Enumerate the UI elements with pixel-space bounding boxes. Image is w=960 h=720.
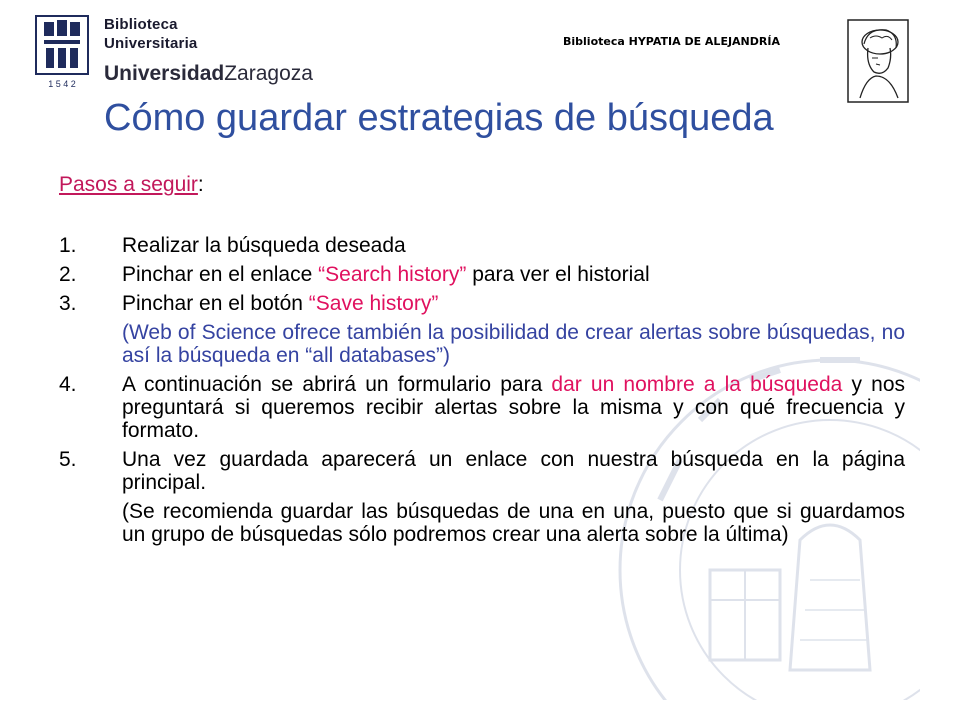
step-text-before: Pinchar en el botón [122,292,309,315]
step-item-5 [59,448,905,494]
step-number: 3. [59,292,77,315]
step-number: 5. [59,448,77,471]
logo-year: 1 5 4 2 [48,79,76,89]
logo-line-biblioteca: Biblioteca [104,16,178,33]
step-item-3 [59,292,905,315]
steps-heading-label: Pasos a seguir [59,173,198,196]
step-number: 1. [59,234,77,257]
step-text: Una vez guardada aparecerá un enlace con nuestra búsqueda en la página principal. [122,448,905,494]
step-text [122,292,905,315]
university-logo [34,14,313,96]
save-history-highlight: “Save history” [308,292,439,315]
logo-universidad: Universidad [104,62,225,85]
page-title: Cómo guardar estrategias de búsqueda [104,97,774,139]
steps-list [59,234,905,552]
recommendation-note: (Se recomienda guardar las búsquedas de una en una, puesto que si guardamos un grupo de búsquedas sólo podremos crear una alerta sobre la última) [122,500,905,546]
step-text [122,263,905,286]
logo-line-universitaria: Universitaria [104,35,198,52]
steps-heading-colon: : [197,173,204,196]
step-number: 2. [59,263,77,286]
step-text-after: para ver el historial [466,263,650,286]
hypatia-portrait-icon [846,18,910,104]
step-item-2 [59,263,905,286]
web-of-science-note: (Web of Science ofrece también la posibilidad de crear alertas sobre búsquedas, no así la búsqueda en “all databases”) [122,321,905,367]
step-text [122,373,905,442]
step-item-1 [59,234,905,257]
step-text-before: A continuación se abrirá un formulario para [122,373,552,396]
steps-heading [59,173,204,197]
step-text: Realizar la búsqueda deseada [122,234,406,257]
step-text-before: Pinchar en el enlace [122,263,319,286]
logo-zaragoza: Zaragoza [224,62,313,85]
step-text-after: y nos preguntará si queremos recibir alertas sobre la misma y con qué frecuencia y formato. [122,373,905,442]
name-search-highlight: dar un nombre a la búsqueda [551,373,843,396]
university-seal-icon [34,14,90,92]
library-label: Biblioteca HYPATIA DE ALEJANDRÍA [563,35,780,48]
step-item-4 [59,373,905,442]
step-number: 4. [59,373,77,396]
search-history-highlight: “Search history” [318,263,467,286]
logo-line-universidad-zaragoza [104,62,313,86]
